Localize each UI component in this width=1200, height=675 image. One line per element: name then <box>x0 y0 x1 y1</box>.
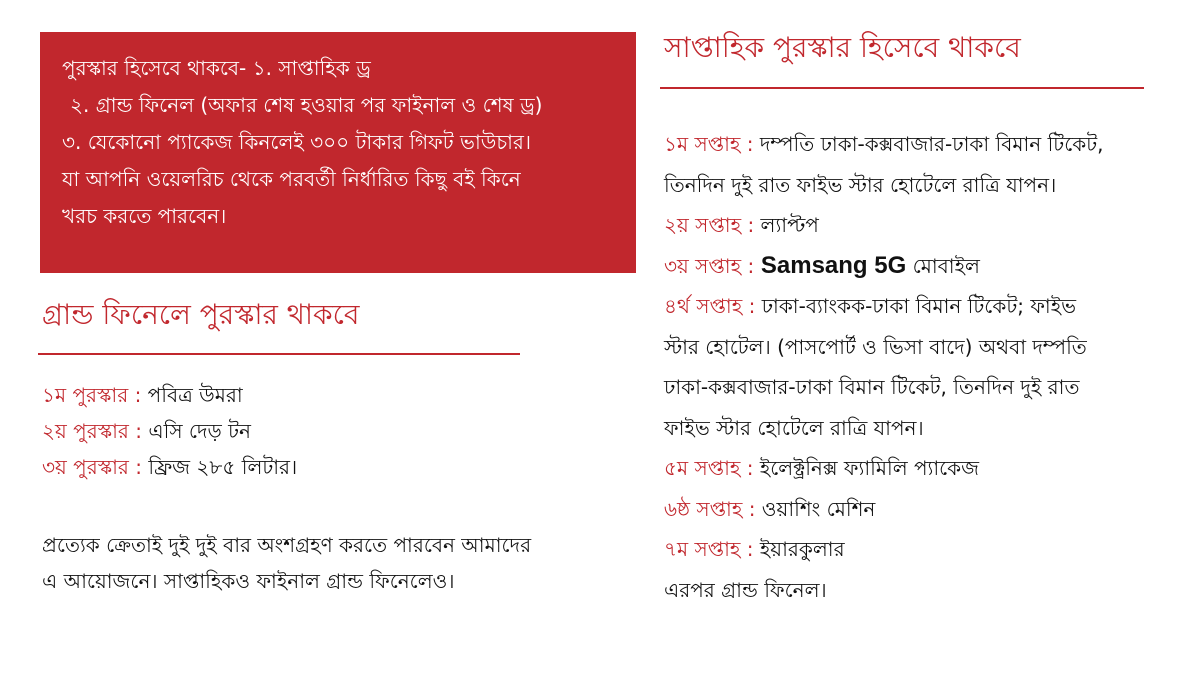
intro-box <box>40 32 636 273</box>
week-value: ঢাকা-ব্যাংকক-ঢাকা বিমান টিকেট; ফাইভ <box>755 294 1077 318</box>
week-6-row <box>664 489 1164 530</box>
week-label: ২য় সপ্তাহ : <box>664 213 755 237</box>
week-value: ইয়ারকুলার <box>753 537 845 561</box>
week-label: ৪র্থ সপ্তাহ : <box>664 294 756 318</box>
prize-value: এসি দেড় টন <box>142 419 251 443</box>
week-value: ইলেক্ট্রনিক্স ফ্যামিলি প্যাকেজ <box>753 456 980 480</box>
week-value: দম্পতি ঢাকা-কক্সবাজার-ঢাকা বিমান টিকেট, <box>753 132 1104 156</box>
week-label: ৫ম সপ্তাহ : <box>664 456 754 480</box>
intro-line: পুরস্কার হিসেবে থাকবে- ১. সাপ্তাহিক ড্র <box>62 56 371 80</box>
week-4-continuation: ঢাকা-কক্সবাজার-ঢাকা বিমান টিকেট, তিনদিন দুই রাত <box>664 375 1080 399</box>
week-4-row <box>664 286 1164 327</box>
week-1-continuation: তিনদিন দুই রাত ফাইভ স্টার হোটেলে রাত্রি যাপন। <box>664 172 1057 197</box>
week-label: ১ম সপ্তাহ : <box>664 132 754 156</box>
grand-finale-heading: গ্রান্ড ফিনেলে পুরস্কার থাকবে <box>42 298 360 331</box>
intro-line: ২. গ্রান্ড ফিনেল (অফার শেষ হওয়ার পর ফাইনাল ও শেষ ড্র) <box>70 93 543 117</box>
week-value: ওয়াশিং মেশিন <box>755 496 876 521</box>
weekly-divider <box>660 87 1144 89</box>
grand-finale-divider <box>38 353 520 355</box>
prize-label: ২য় পুরস্কার : <box>42 419 143 443</box>
prize-row-3 <box>42 449 297 485</box>
weekly-heading: সাপ্তাহিক পুরস্কার হিসেবে থাকবে <box>664 31 1021 64</box>
weekly-prize-list <box>664 124 1164 610</box>
grand-finale-prize-list <box>42 377 297 485</box>
prize-label: ৩য় পুরস্কার : <box>42 455 143 479</box>
week-label: ৩য় সপ্তাহ : <box>664 253 755 278</box>
week-label: ৭ম সপ্তাহ : <box>664 537 754 561</box>
phone-model: Samsang 5G <box>754 251 907 279</box>
week-1-row <box>664 124 1164 165</box>
prize-value: পবিত্র উমরা <box>141 383 243 407</box>
week-value: মোবাইল <box>906 253 980 278</box>
note-line: প্রত্যেক ক্রেতাই দুই দুই বার অংশগ্রহণ করতে পারবেন আমাদের <box>42 533 532 557</box>
note-line: এ আয়োজনে। সাপ্তাহিকও ফাইনাল গ্রান্ড ফিনেলেও। <box>42 569 455 593</box>
week-4-continuation: ফাইভ স্টার হোটেলে রাত্রি যাপন। <box>664 415 924 440</box>
closing-line: এরপর গ্রান্ড ফিনেল। <box>664 577 827 602</box>
intro-line: খরচ করতে পারবেন। <box>62 204 227 228</box>
prize-value: ফ্রিজ ২৮৫ লিটার। <box>142 455 298 479</box>
prize-row-1 <box>42 377 297 413</box>
week-2-row <box>664 205 1164 246</box>
week-4-continuation: স্টার হোটেল। (পাসপোর্ট ও ভিসা বাদে) অথবা দম্পতি <box>664 334 1087 359</box>
prize-row-2 <box>42 413 297 449</box>
participation-note <box>42 527 632 599</box>
intro-line: যা আপনি ওয়েলরিচ থেকে পরবর্তী নির্ধারিত কিছু বই কিনে <box>62 167 521 191</box>
week-value: ল্যাপ্টপ <box>754 213 819 237</box>
week-7-row <box>664 529 1164 570</box>
week-label: ৬ষ্ঠ সপ্তাহ : <box>664 496 756 521</box>
prize-label: ১ম পুরস্কার : <box>42 383 142 407</box>
intro-line: ৩. যেকোনো প্যাকেজ কিনলেই ৩০০ টাকার গিফট ভাউচার। <box>62 130 532 154</box>
week-5-row <box>664 448 1164 489</box>
week-3-row <box>664 246 1164 287</box>
